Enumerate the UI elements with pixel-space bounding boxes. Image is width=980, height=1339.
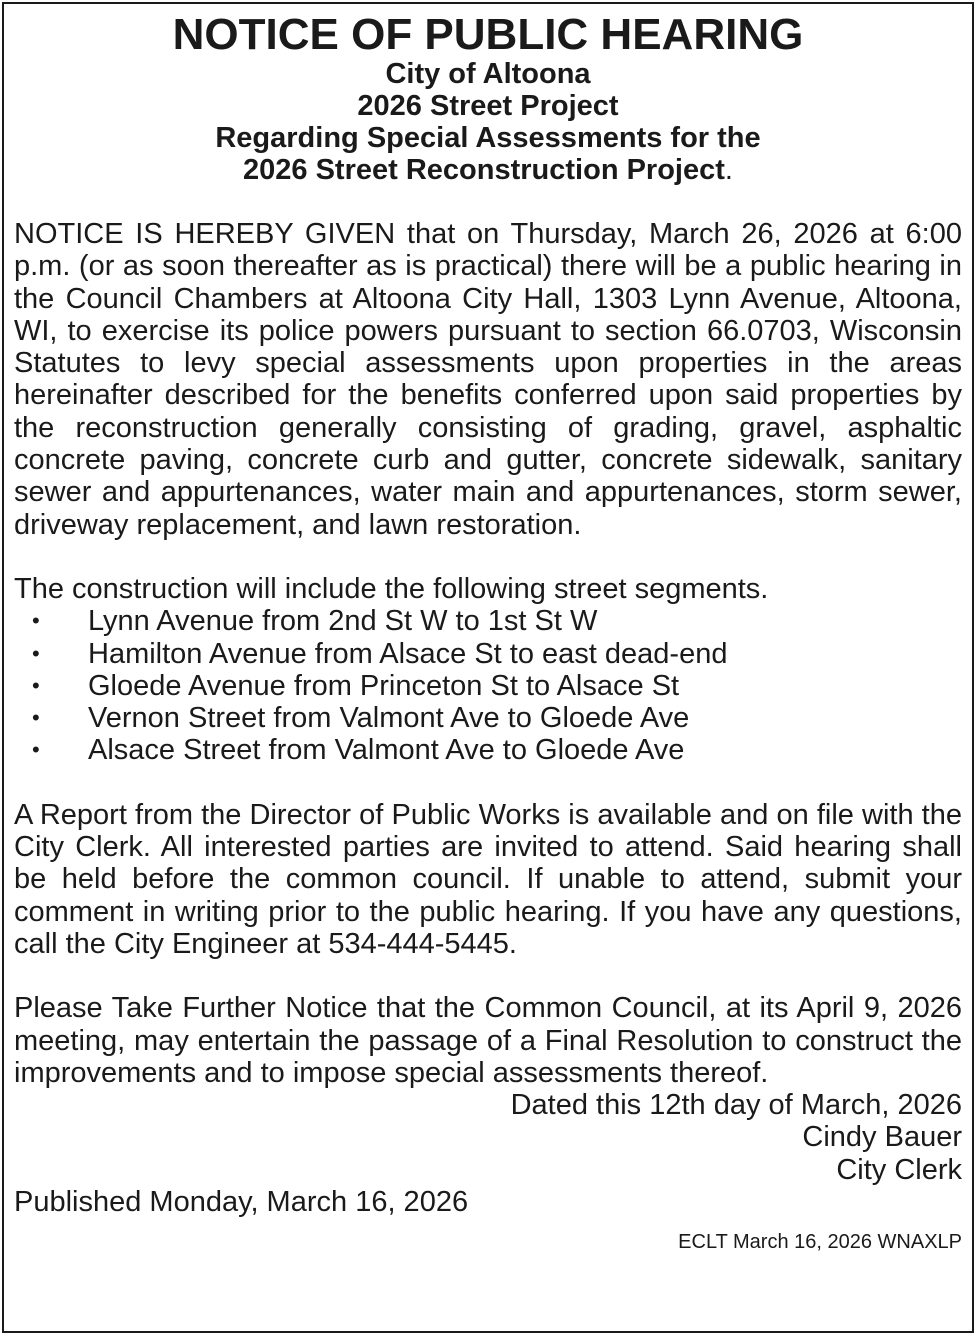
hearing-paragraph: NOTICE IS HEREBY GIVEN that on Thursday, March 26, 2026 at 6:00 p.m. (or as soon thereafter as is practical) there will be a public hearing in the Council Chambers at Altoona City Hall, 1303 Lynn Avenue, Altoona, WI, to exercise its police powers pursuant to section 66.0703, Wisconsin Statutes to levy special assessments upon properties in the areas hereinafter described for the benefits conferred upon said properties by the reconstruction generally consisting of grading, gravel, asphaltic concrete paving, concrete curb and gutter, concrete sidewalk, sanitary sewer and appurtenances, water main and appurtenances, storm sewer, driveway replacement, and lawn restoration. (14, 218, 962, 541)
dated-line: Dated this 12th day of March, 2026 (510, 1089, 962, 1122)
segment-text: Gloede Avenue from Princeton St to Alsace St (88, 669, 680, 702)
subtitle-regarding: Regarding Special Assessments for the (215, 122, 761, 154)
notice-frame (2, 2, 974, 1333)
subtitle-project: 2026 Street Project (357, 90, 619, 122)
further-notice-paragraph: Please Take Further Notice that the Common Council, at its April 9, 2026 meeting, may entertain the passage of a Final Resolution to construct the improvements and to impose special assessments thereof. (14, 992, 962, 1089)
subtitle-period: . (724, 154, 733, 186)
segment-text: Alsace Street from Valmont Ave to Gloede Ave (88, 734, 685, 767)
subtitle-city: City of Altoona (385, 58, 591, 90)
segment-text: Lynn Avenue from 2nd St W to 1st St W (88, 605, 598, 638)
segment-text: Hamilton Avenue from Alsace St to east dead-end (88, 637, 728, 670)
list-item (14, 734, 962, 766)
bullet-icon: • (32, 672, 40, 698)
report-paragraph: A Report from the Director of Public Works is available and on file with the City Clerk. All interested parties are invited to attend. Said hearing shall be held before the common council. If unable to attend, submit your comment in writing prior to the public hearing. If you have any questions, call the City Engineer at 534-444-5445. (14, 798, 962, 960)
bullet-icon: • (32, 737, 40, 763)
list-item (14, 670, 962, 702)
bullet-icon: • (32, 608, 40, 634)
published-line: Published Monday, March 16, 2026 (14, 1186, 469, 1219)
bullet-icon: • (32, 705, 40, 731)
signer-name: Cindy Bauer (802, 1121, 962, 1154)
signer-title: City Clerk (836, 1153, 962, 1186)
list-item (14, 605, 962, 637)
list-item (14, 638, 962, 670)
subtitle-reconstruction (14, 154, 962, 186)
segments-intro: The construction will include the following street segments. (14, 572, 769, 605)
publication-code: ECLT March 16, 2026 WNAXLP (678, 1231, 962, 1254)
list-item (14, 702, 962, 734)
segment-text: Vernon Street from Valmont Ave to Gloede Ave (88, 702, 690, 735)
subtitle-reconstruction-text: 2026 Street Reconstruction Project (243, 154, 725, 186)
notice-title: NOTICE OF PUBLIC HEARING (172, 10, 804, 59)
street-segments-list (14, 605, 962, 766)
bullet-icon: • (32, 640, 40, 666)
